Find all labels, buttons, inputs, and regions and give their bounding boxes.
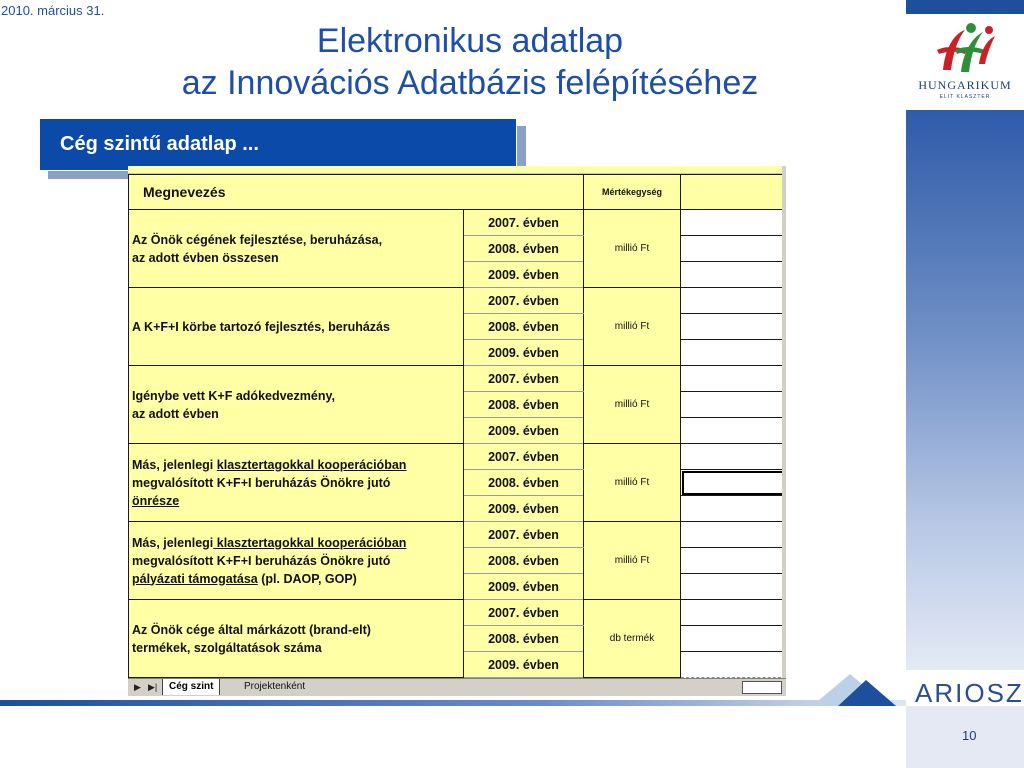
title-line-2: az Innovációs Adatbázis felépítéséhez	[181, 64, 759, 102]
bottom-accent-line	[0, 700, 906, 706]
description-text: termékek, szolgáltatások száma	[132, 640, 322, 655]
value-cell[interactable]	[681, 470, 786, 496]
year-label: 2009. évben	[464, 574, 584, 600]
unit-label: millió Ft	[584, 522, 681, 600]
slide-date: 2010. március 31.	[1, 3, 105, 18]
header-row	[129, 175, 787, 210]
year-label: 2008. évben	[464, 626, 584, 652]
sheet-tab-bar	[128, 678, 786, 696]
table-row	[129, 522, 787, 548]
description-text: A K+F+I körbe tartozó fejlesztés, beruházás	[132, 319, 390, 334]
table-row	[129, 444, 787, 470]
value-cell[interactable]	[681, 548, 786, 574]
description-text: pályázati támogatása	[132, 571, 258, 586]
description-text: önrésze	[132, 493, 180, 508]
description-text: megvalósított K+F+I beruházás Önökre jutó	[132, 553, 391, 568]
hungarikum-logo	[915, 20, 1015, 106]
year-label: 2008. évben	[464, 314, 584, 340]
slide-title	[100, 20, 840, 104]
description-text: megvalósított K+F+I beruházás Önökre jutó	[132, 475, 391, 490]
value-cell[interactable]	[681, 288, 786, 314]
value-cell[interactable]	[681, 262, 786, 288]
description-text: Más, jelenlegi	[132, 457, 217, 472]
tab-ceg-szint[interactable]: Cég szint	[162, 679, 220, 695]
year-label: 2008. évben	[464, 392, 584, 418]
table-row	[129, 600, 787, 626]
year-label: 2007. évben	[464, 288, 584, 314]
hungarikum-wordmark: HUNGARIKUM	[918, 78, 1012, 92]
year-label: 2009. évben	[464, 652, 584, 678]
value-cell[interactable]	[681, 626, 786, 652]
description-text: Az Önök cége által márkázott (brand-elt)	[132, 622, 371, 637]
year-label: 2008. évben	[464, 548, 584, 574]
sheet-top-row	[128, 166, 786, 174]
column-header-unit: Mértékegység	[584, 175, 681, 210]
subtitle-box: Cég szintű adatlap ...	[39, 118, 517, 171]
value-cell[interactable]	[681, 314, 786, 340]
year-label: 2009. évben	[464, 496, 584, 522]
unit-label: millió Ft	[584, 444, 681, 522]
value-cell[interactable]	[681, 496, 786, 522]
year-label: 2007. évben	[464, 600, 584, 626]
description-text: Más, jelenlegi	[132, 535, 214, 550]
value-cell[interactable]	[681, 236, 786, 262]
hungarikum-emblem-icon	[915, 20, 1015, 78]
value-cell[interactable]	[681, 574, 786, 600]
value-cell[interactable]	[681, 366, 786, 392]
year-label: 2008. évben	[464, 236, 584, 262]
unit-label: millió Ft	[584, 288, 681, 366]
value-cell[interactable]	[681, 444, 786, 470]
description-text: az adott évben összesen	[132, 250, 279, 265]
description-text: (pl. DAOP, GOP)	[257, 571, 357, 586]
row-description	[129, 444, 464, 522]
vertical-scrollbar[interactable]	[782, 166, 786, 678]
ariosz-triangle-icon	[810, 672, 900, 706]
value-cell[interactable]	[681, 210, 786, 236]
year-label: 2009. évben	[464, 262, 584, 288]
table-row	[129, 288, 787, 314]
unit-label: millió Ft	[584, 366, 681, 444]
year-label: 2007. évben	[464, 522, 584, 548]
description-text: klasztertagokkal kooperációban	[216, 457, 407, 472]
value-cell[interactable]	[681, 600, 786, 626]
unit-label: millió Ft	[584, 210, 681, 288]
value-cell[interactable]	[681, 418, 786, 444]
spreadsheet-screenshot	[128, 166, 786, 696]
row-description	[129, 600, 464, 678]
year-label: 2009. évben	[464, 418, 584, 444]
ariosz-logo: ARIOSZ	[915, 678, 1024, 708]
description-text: Igénybe vett K+F adókedvezmény,	[132, 388, 335, 403]
value-cell[interactable]	[681, 340, 786, 366]
description-text: klasztertagokkal kooperációban	[213, 535, 407, 550]
value-cell[interactable]	[681, 392, 786, 418]
value-cell[interactable]	[681, 522, 786, 548]
row-description	[129, 288, 464, 366]
row-description	[129, 366, 464, 444]
tab-scroll-left-icon[interactable]: ▶	[134, 682, 141, 692]
hungarikum-subtitle: ELIT KLASZTER	[939, 94, 991, 100]
row-description	[129, 522, 464, 600]
description-text: Az Önök cégének fejlesztése, beruházása,	[132, 232, 383, 247]
title-line-1: Elektronikus adatlap	[316, 22, 624, 60]
year-label: 2009. évben	[464, 340, 584, 366]
year-label: 2008. évben	[464, 470, 584, 496]
page-number: 10	[962, 728, 977, 743]
right-gradient-band	[906, 110, 1024, 670]
row-description	[129, 210, 464, 288]
value-cell[interactable]	[681, 652, 786, 678]
table-row	[129, 210, 787, 236]
description-text: az adott évben	[132, 406, 219, 421]
unit-label: db termék	[584, 600, 681, 678]
tab-projektenkent[interactable]: Projektenként	[244, 681, 306, 692]
table-row	[129, 366, 787, 392]
year-label: 2007. évben	[464, 210, 584, 236]
right-decor-column	[906, 0, 1024, 768]
horizontal-scrollbar[interactable]	[742, 681, 782, 694]
right-top-bar	[906, 0, 1024, 14]
year-label: 2007. évben	[464, 444, 584, 470]
column-header-name: Megnevezés	[129, 175, 584, 210]
year-label: 2007. évben	[464, 366, 584, 392]
data-sheet-table	[128, 174, 786, 678]
column-header-value[interactable]	[681, 175, 786, 210]
tab-scroll-last-icon[interactable]: ▶|	[148, 682, 158, 692]
